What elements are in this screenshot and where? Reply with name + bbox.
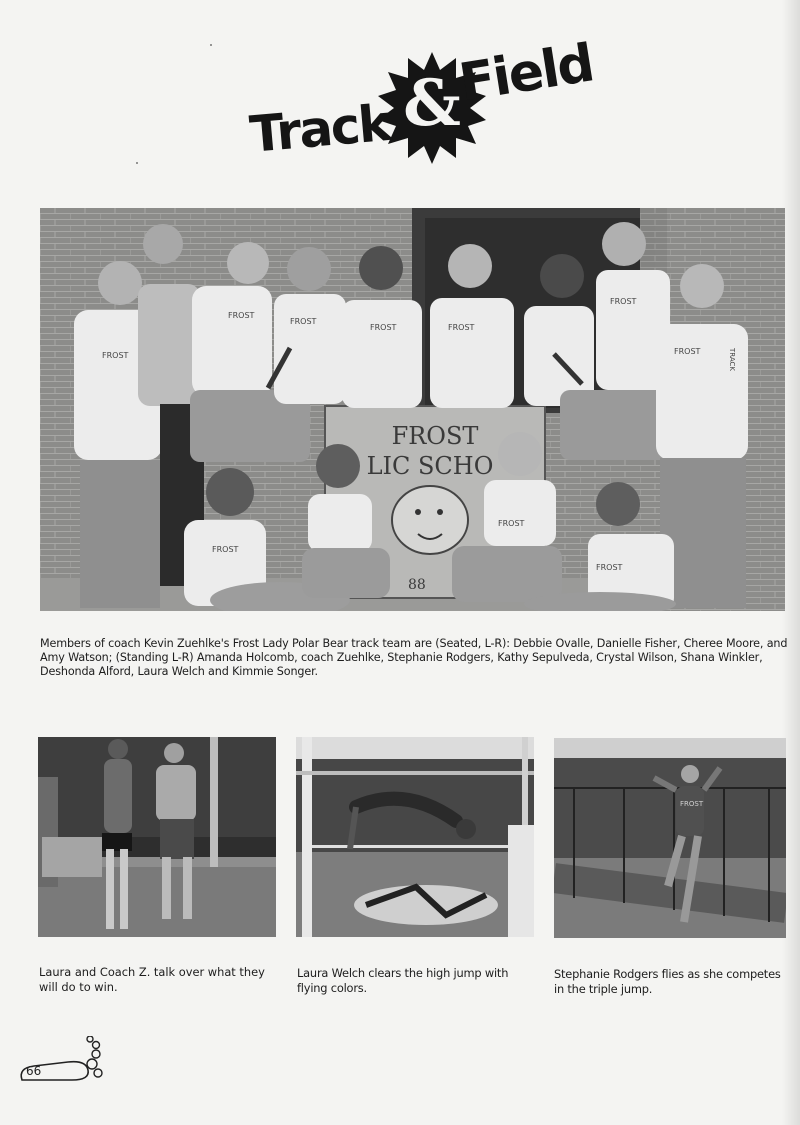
print-speck <box>136 162 138 164</box>
shirt-label: FROST <box>370 323 397 332</box>
page-number: 66 <box>26 1064 42 1078</box>
shirt-label: FROST <box>674 347 701 356</box>
shirt-label: FROST <box>448 323 475 332</box>
shirt-side-label: TRACK <box>728 348 736 371</box>
photo-coach-talk <box>38 737 276 937</box>
high-jump-bar <box>312 845 512 848</box>
sign-line-1: FROST <box>391 422 479 450</box>
photo-coach-talk-caption: Laura and Coach Z. talk over what they will do to win. <box>39 965 265 995</box>
photo-high-jump <box>296 737 534 937</box>
team-photo-caption: Members of coach Kevin Zuehlke's Frost Lady Polar Bear track team are (Seated, L-R): Debbie Ovalle, Danielle Fisher, Cheree Moore, and Amy Watson; (Standing L-R) Amanda Holcomb, coach Zuehlke, Stephanie Rodgers, Kathy Sepulveda, Crystal Wilson, Shana Winkler, Deshonda Alford, Laura Welch and Kimmie Songer. <box>40 637 788 679</box>
shirt-label: FROST <box>610 297 637 306</box>
title-ampersand: & <box>403 66 461 141</box>
photo-triple-jump <box>554 738 786 938</box>
title-track: Track <box>247 93 392 164</box>
photo-triple-jump-caption: Stephanie Rodgers flies as she competes in the triple jump. <box>554 967 781 997</box>
print-speck <box>210 44 212 46</box>
shirt-label: FROST <box>680 800 704 808</box>
shirt-label: FROST <box>228 311 255 320</box>
shirt-label: FROST <box>596 563 623 572</box>
shirt-label: FROST <box>290 317 317 326</box>
shirt-label: FROST <box>102 351 129 360</box>
title-field: Field <box>455 33 597 114</box>
landing-mat <box>354 885 498 925</box>
photo-high-jump-caption: Laura Welch clears the high jump with flying colors. <box>297 966 509 996</box>
shirt-label: FROST <box>212 545 239 554</box>
sign-line-2: LIC SCHO <box>366 452 494 480</box>
page-title <box>247 33 610 178</box>
shirt-label: FROST <box>498 519 525 528</box>
sign-number: 88 <box>408 577 426 593</box>
polar-bear-logo-icon <box>392 486 468 554</box>
team-photo <box>40 208 785 611</box>
